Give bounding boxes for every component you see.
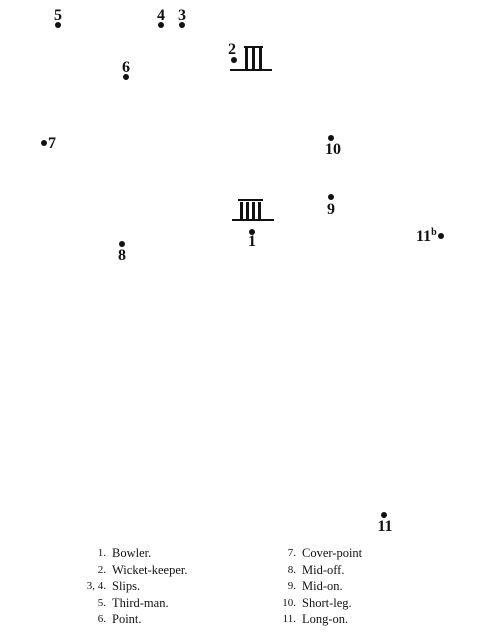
legend-item-mid-off [270, 562, 410, 579]
legend-label: Third-man. [112, 595, 169, 610]
fielder-3 [178, 7, 186, 28]
legend-label: Short-leg. [302, 595, 352, 610]
fielder-11b-number: 11 [416, 228, 432, 245]
bottom-wicket [232, 199, 274, 221]
fielder-11b-dot [438, 233, 444, 239]
fielder-2-label: 2 [228, 41, 236, 58]
legend-key: 1. [97, 547, 106, 559]
legend-item-cover-point [270, 545, 410, 562]
legend-item-third-man [80, 595, 270, 612]
fielder-4-label: 4 [157, 7, 165, 24]
fielder-11-label: 11 [377, 518, 393, 535]
fielder-5 [54, 7, 62, 28]
fielder-9-dot [328, 194, 334, 200]
fielder-10 [325, 135, 341, 158]
fielder-7-dot [41, 140, 47, 146]
legend-label: Bowler. [112, 546, 152, 560]
fielder-11 [377, 512, 392, 535]
fielder-1-label: 1 [248, 233, 256, 250]
fielder-1 [248, 229, 256, 250]
legend-item-slips [80, 578, 270, 595]
legend [80, 545, 410, 628]
legend-item-wicket-keeper [80, 562, 270, 579]
fielder-8-label: 8 [118, 247, 126, 264]
legend-right-column [270, 545, 410, 628]
legend-label: Point. [112, 612, 142, 627]
legend-label: Slips. [112, 579, 141, 594]
fielder-5-label: 5 [54, 7, 62, 24]
fielder-3-label: 3 [178, 7, 186, 24]
legend-item-point [80, 611, 270, 628]
fielder-11b-label [416, 227, 437, 245]
fielder-4 [157, 7, 165, 28]
fielder-10-label: 10 [325, 141, 341, 158]
legend-key: 9. [287, 580, 296, 593]
fielder-7-label: 7 [48, 135, 56, 152]
legend-label: Mid-on. [302, 579, 343, 594]
legend-key: 7. [287, 547, 296, 559]
legend-key: 10. [282, 596, 296, 609]
legend-label: Wicket-keeper. [112, 562, 188, 577]
legend-label: Mid-off. [302, 562, 345, 577]
legend-key: 3, 4. [86, 580, 106, 593]
legend-item-long-on [270, 611, 410, 628]
fielder-11b [416, 227, 444, 245]
legend-item-short-leg [270, 595, 410, 612]
legend-label: Cover-point [302, 546, 363, 560]
legend-left-column [80, 545, 270, 628]
fielder-7 [41, 135, 56, 152]
legend-key: 8. [287, 563, 296, 576]
legend-key: 11. [282, 613, 296, 626]
legend-key: 5. [97, 596, 106, 609]
fielder-8 [118, 241, 126, 264]
legend-key: 6. [97, 613, 106, 626]
fielder-9 [327, 194, 335, 218]
fielder-9-label: 9 [327, 201, 335, 218]
fielder-6 [122, 59, 130, 80]
legend-item-mid-on [270, 578, 410, 595]
legend-item-bowler [80, 545, 270, 562]
fielder-6-label: 6 [122, 59, 130, 76]
legend-label: Long-on. [302, 612, 349, 627]
fielder-11b-superscript: b [431, 227, 437, 238]
legend-key: 2. [97, 563, 106, 576]
fielder-2 [228, 41, 237, 63]
